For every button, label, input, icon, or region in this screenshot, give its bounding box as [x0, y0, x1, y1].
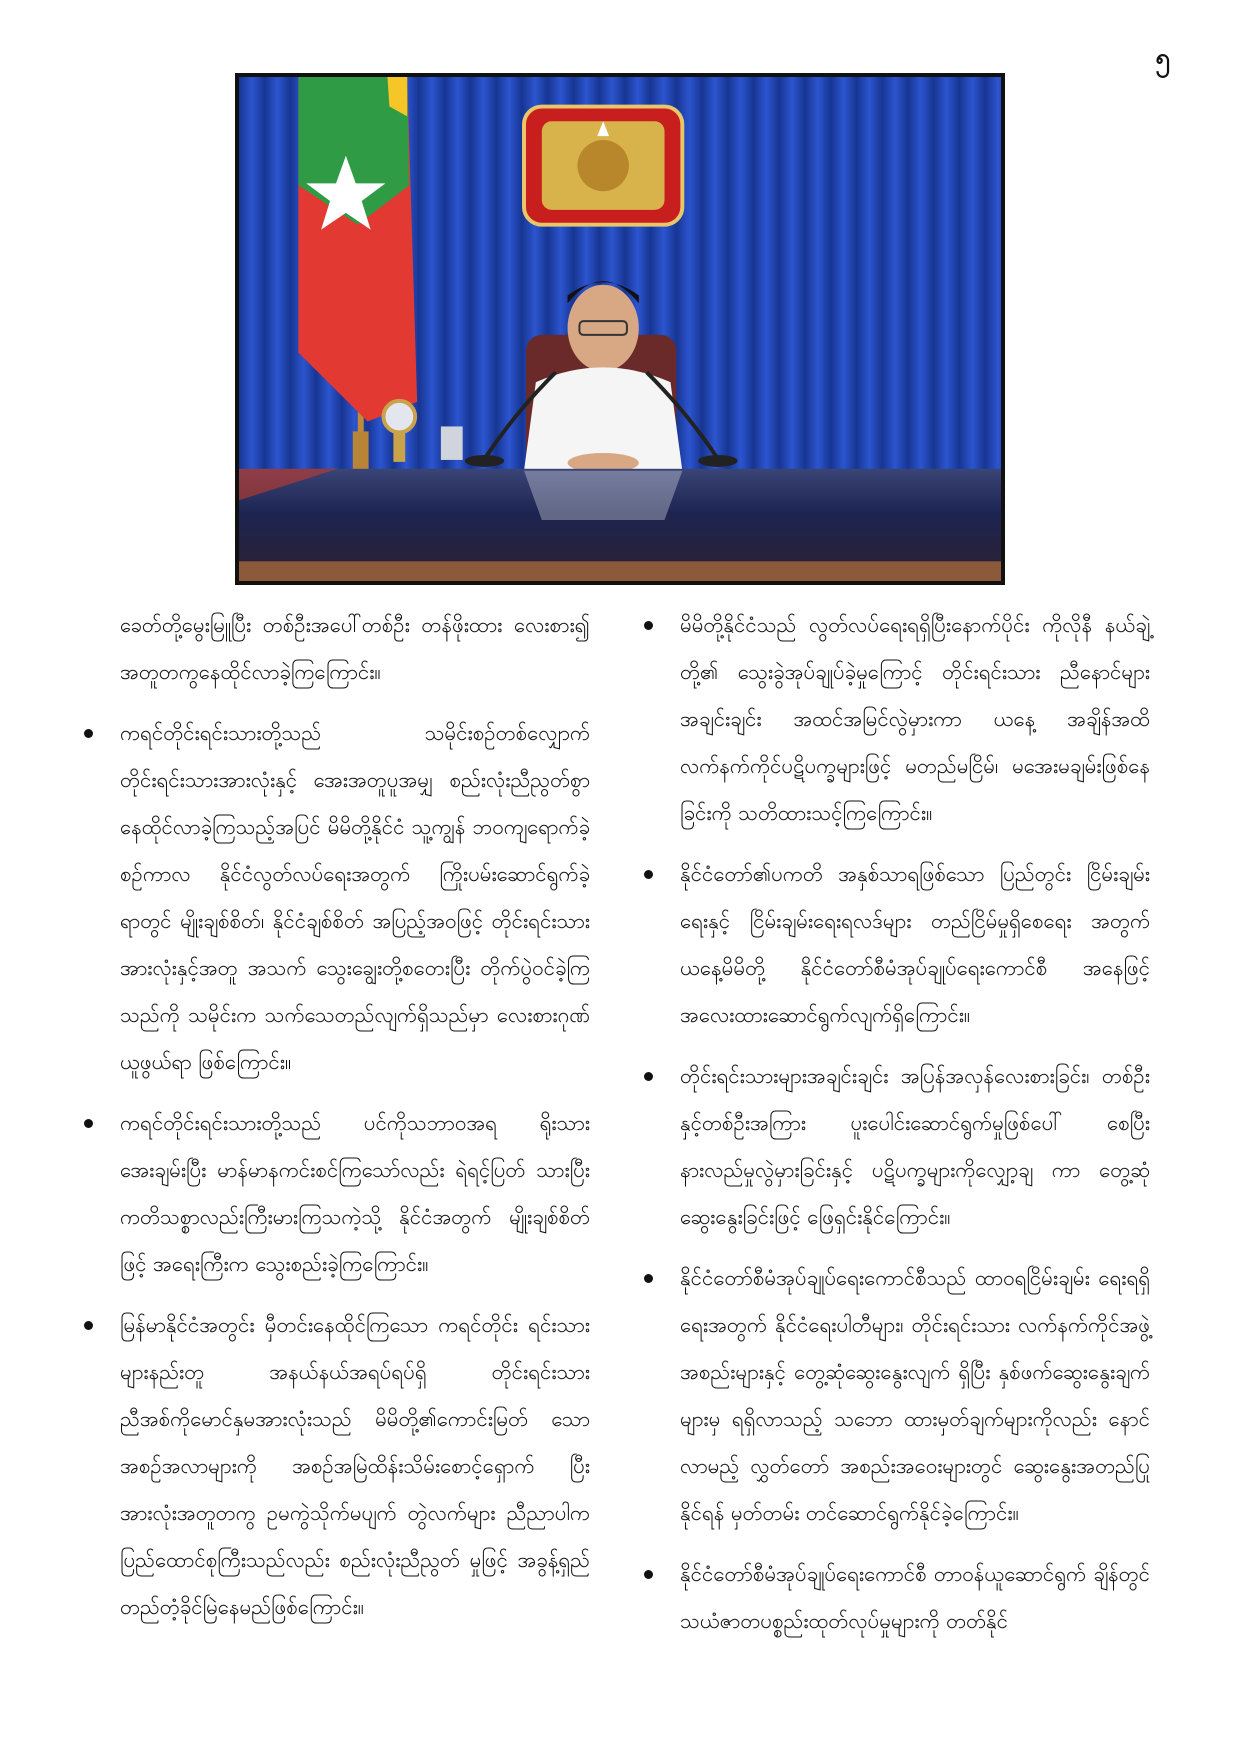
- bullet-icon: [84, 1321, 93, 1330]
- bullet-text: မြန်မာနိုင်ငံအတွင်း မှီတင်းနေထိုင်ကြသော ကရင်တိုင်း ရင်းသားများနည်းတူ အနယ်နယ်အရပ်ရပ်ရှိ တိုင်းရင်းသား ညီအစ်ကိုမောင်နှမအားလုံးသည် မိမိတို့၏ကောင်းမြတ် သောအစဉ်အလာများကို အစဉ်အမြဲထိန်းသိမ်းစောင့်ရှောက် ပြီး အားလုံးအတူတကွ ဥမကွဲသိုက်မပျက် တွဲလက်များ ညီညာပါက ပြည်ထောင်စုကြီးသည်လည်း စည်းလုံးညီညွတ် မှုဖြင့် အခွန့်ရှည်တည်တံ့ခိုင်မြဲနေမည်ဖြစ်ကြောင်း။: [120, 1313, 590, 1619]
- bullet-item: [90, 1100, 590, 1288]
- right-column: [650, 602, 1150, 1659]
- bullet-icon: [84, 729, 93, 738]
- bullet-item: [90, 1302, 590, 1631]
- continuation-paragraph: ခေတ်တို့မွေးမြူပြီး တစ်ဦးအပေါ်တစ်ဦး တန်ဖိုးထား လေးစား၍ အတူတကွနေထိုင်လာခဲ့ကြကြောင်း။: [120, 613, 590, 684]
- bullet-item: [650, 1255, 1150, 1537]
- bullet-item: [650, 602, 1150, 837]
- photo-illustration: [239, 77, 1001, 581]
- bullet-item: [90, 710, 590, 1086]
- left-column: [90, 602, 590, 1645]
- bullet-icon: [644, 621, 653, 630]
- bullet-icon: [644, 870, 653, 879]
- bullet-item: [650, 1551, 1150, 1645]
- bullet-icon: [644, 1274, 653, 1283]
- bullet-text: နိုင်ငံတော်စီမံအုပ်ချုပ်ရေးကောင်စီသည် ထာဝရငြိမ်းချမ်း ရေးရရှိရေးအတွက် နိုင်ငံရေးပါတီများ၊ တိုင်းရင်းသား လက်နက်ကိုင်အဖွဲ့အစည်းများနှင့် တွေ့ဆုံဆွေးနွေးလျက် ရှိပြီး နှစ်ဖက်ဆွေးနွေးချက်များမှ ရရှိလာသည့် သဘော ထားမှတ်ချက်များကိုလည်း နောင်လာမည့် လွှတ်တော် အစည်းအဝေးများတွင် ဆွေးနွေးအတည်ပြုနိုင်ရန် မှတ်တမ်း တင်ဆောင်ရွက်နိုင်ခဲ့ကြောင်း။: [680, 1266, 1150, 1525]
- bullet-item: [650, 851, 1150, 1039]
- bullet-item: [650, 1053, 1150, 1241]
- bullet-text: ကရင်တိုင်းရင်းသားတို့သည် ပင်ကိုသဘာဝအရ ရိုးသား အေးချမ်းပြီး မာန်မာနကင်းစင်ကြသော်လည်း ရဲရင့်ပြတ် သားပြီး ကတိသစ္စာလည်းကြီးမားကြသကဲ့သို့ နိုင်ငံအတွက် မျိုးချစ်စိတ်ဖြင့် အရေးကြီးက သွေးစည်းခဲ့ကြကြောင်း။: [120, 1111, 590, 1276]
- bullet-text: မိမိတို့နိုင်ငံသည် လွတ်လပ်ရေးရရှိပြီးနောက်ပိုင်း ကိုလိုနီ နယ်ချဲ့တို့၏ သွေးခွဲအုပ်ချုပ်ခဲ့မှုကြောင့် တိုင်းရင်းသား ညီနောင်များအချင်းချင်း အထင်အမြင်လွဲမှားကာ ယနေ့ အချိန်အထိ လက်နက်ကိုင်ပဋိပက္ခများဖြင့် မတည်မငြိမ်၊ မအေးမချမ်းဖြစ်နေခြင်းကို သတိထားသင့်ကြကြောင်း။: [680, 613, 1150, 825]
- state-emblem-icon: [524, 107, 682, 225]
- bullet-icon: [84, 1119, 93, 1128]
- pen-stand: [441, 426, 463, 459]
- bullet-text: ကရင်တိုင်းရင်းသားတို့သည် သမိုင်းစဉ်တစ်လျှောက် တိုင်းရင်းသားအားလုံးနှင့် အေးအတူပူအမျှ စည်းလုံးညီညွတ်စွာနေထိုင်လာခဲ့ကြသည့်အပြင် မိမိတို့နိုင်ငံ သူ့ကျွန် ဘဝကျရောက်ခဲ့စဉ်ကာလ နိုင်ငံလွတ်လပ်ရေးအတွက် ကြိုးပမ်းဆောင်ရွက်ခဲ့ရာတွင် မျိုးချစ်စိတ်၊ နိုင်ငံချစ်စိတ် အပြည့်အဝဖြင့် တိုင်းရင်းသားအားလုံးနှင့်အတူ အသက် သွေးချွေးတို့စတေးပြီး တိုက်ပွဲဝင်ခဲ့ကြသည်ကို သမိုင်းက သက်သေတည်လျက်ရှိသည်မှာ လေးစားဂုဏ်ယူဖွယ်ရာ ဖြစ်ကြောင်း။: [120, 721, 590, 1074]
- bullet-text: နိုင်ငံတော်၏ပကတိ အနှစ်သာရဖြစ်သော ပြည်တွင်း ငြိမ်းချမ်းရေးနှင့် ငြိမ်းချမ်းရေးရလဒ်များ တည်ငြိမ်မှုရှိစေရေး အတွက် ယနေ့မိမိတို့ နိုင်ငံတော်စီမံအုပ်ချုပ်ရေးကောင်စီ အနေဖြင့် အလေးထားဆောင်ရွက်လျက်ရှိကြောင်း။: [680, 862, 1150, 1027]
- bullet-text: နိုင်ငံတော်စီမံအုပ်ချုပ်ရေးကောင်စီ တာဝန်ယူဆောင်ရွက် ချိန်တွင် သယံဇာတပစ္စည်းထုတ်လုပ်မှုများကို တတ်နိုင်: [680, 1562, 1150, 1633]
- bullet-icon: [644, 1570, 653, 1579]
- official-photo: [235, 73, 1005, 585]
- page-number: ၅: [1155, 43, 1170, 73]
- bullet-icon: [644, 1072, 653, 1081]
- bullet-text: တိုင်းရင်းသားများအချင်းချင်း အပြန်အလှန်လေးစားခြင်း၊ တစ်ဦးနှင့်တစ်ဦးအကြား ပူးပေါင်းဆောင်ရွက်မှုဖြစ်ပေါ် စေပြီး နားလည်မှုလွဲမှားခြင်းနှင့် ပဋိပက္ခများကိုလျှော့ချ ကာ တွေ့ဆုံဆွေးနွေးခြင်းဖြင့် ဖြေရှင်းနိုင်ကြောင်း။: [680, 1064, 1150, 1229]
